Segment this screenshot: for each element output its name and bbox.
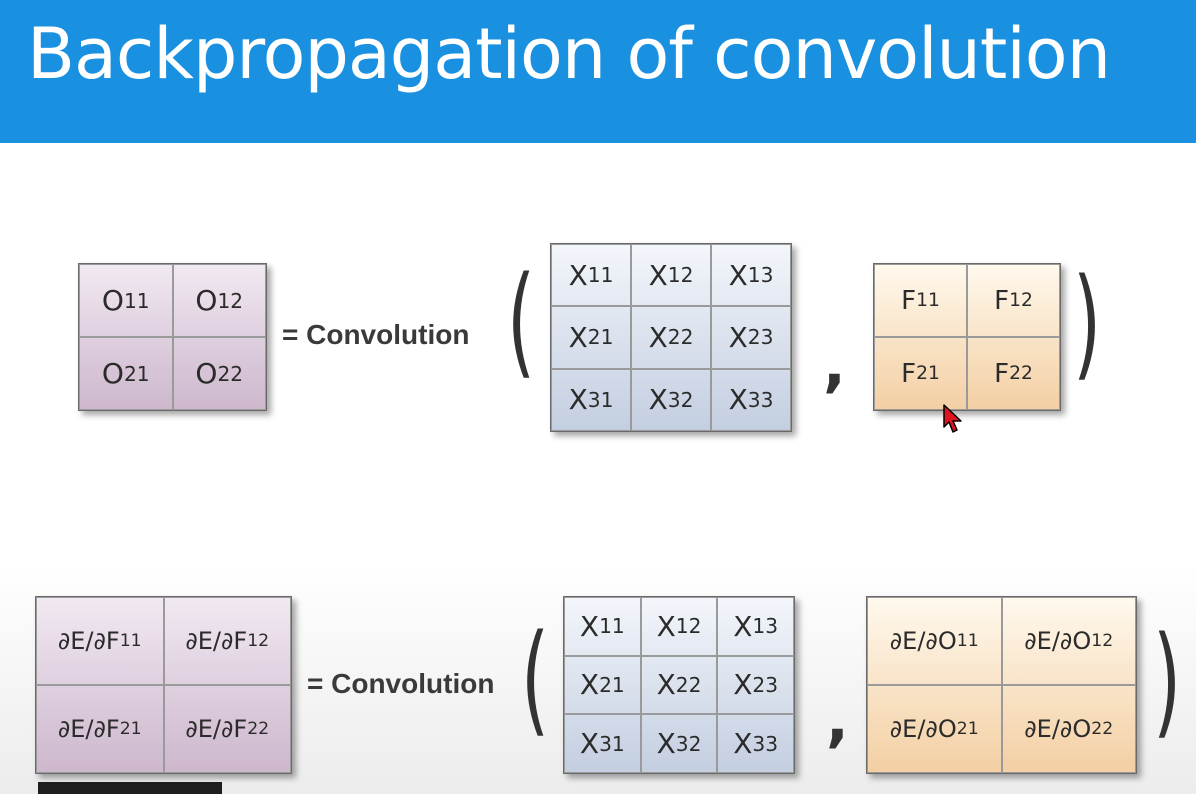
matrix-cell: X 31 (564, 714, 641, 773)
matrix-cell: X 13 (711, 244, 791, 306)
mouse-pointer-icon (943, 404, 965, 441)
matrix-cell: O 22 (173, 337, 267, 410)
close-paren-forward: ) (1073, 254, 1102, 393)
matrix-cell: X 21 (551, 306, 631, 368)
matrix-cell: ∂E/∂F 22 (164, 685, 292, 773)
matrix-cell: X 12 (641, 597, 718, 656)
output-gradient-matrix (866, 596, 1137, 774)
output-matrix (78, 263, 267, 411)
filter-matrix (873, 263, 1061, 411)
matrix-cell: X 12 (631, 244, 711, 306)
matrix-cell: X 23 (717, 656, 794, 715)
filter-gradient-matrix (35, 596, 292, 774)
matrix-cell: X 23 (711, 306, 791, 368)
input-matrix-forward (550, 243, 792, 432)
matrix-cell: ∂E/∂O 22 (1002, 685, 1137, 773)
matrix-cell: X 32 (631, 369, 711, 431)
matrix-cell: X 22 (641, 656, 718, 715)
comma-backward: , (826, 685, 849, 755)
comma-forward: , (823, 330, 846, 400)
matrix-cell: ∂E/∂F 11 (36, 597, 164, 685)
title-bar (0, 0, 1196, 143)
matrix-cell: X 21 (564, 656, 641, 715)
matrix-cell: X 32 (641, 714, 718, 773)
matrix-cell: X 33 (717, 714, 794, 773)
matrix-cell: ∂E/∂F 21 (36, 685, 164, 773)
open-paren-backward: ( (521, 610, 550, 749)
matrix-cell: X 11 (551, 244, 631, 306)
matrix-cell: ∂E/∂O 11 (867, 597, 1002, 685)
matrix-cell: X 13 (717, 597, 794, 656)
matrix-cell: ∂E/∂F 12 (164, 597, 292, 685)
matrix-cell: X 22 (631, 306, 711, 368)
matrix-cell: F 21 (874, 337, 967, 410)
equation-label-backward: = Convolution (307, 668, 495, 699)
matrix-cell: O 21 (79, 337, 173, 410)
open-paren-forward: ( (507, 252, 536, 391)
matrix-cell: O 12 (173, 264, 267, 337)
matrix-cell: F 12 (967, 264, 1060, 337)
caption-bar (38, 782, 222, 794)
matrix-cell: X 31 (551, 369, 631, 431)
matrix-cell: O 11 (79, 264, 173, 337)
input-matrix-backward (563, 596, 795, 774)
matrix-cell: ∂E/∂O 21 (867, 685, 1002, 773)
matrix-cell: F 11 (874, 264, 967, 337)
slide-title: Backpropagation of convolution (27, 13, 1110, 95)
matrix-cell: X 11 (564, 597, 641, 656)
close-paren-backward: ) (1153, 612, 1182, 751)
matrix-cell: ∂E/∂O 12 (1002, 597, 1137, 685)
matrix-cell: X 33 (711, 369, 791, 431)
matrix-cell: F 22 (967, 337, 1060, 410)
equation-label-forward: = Convolution (282, 319, 470, 350)
